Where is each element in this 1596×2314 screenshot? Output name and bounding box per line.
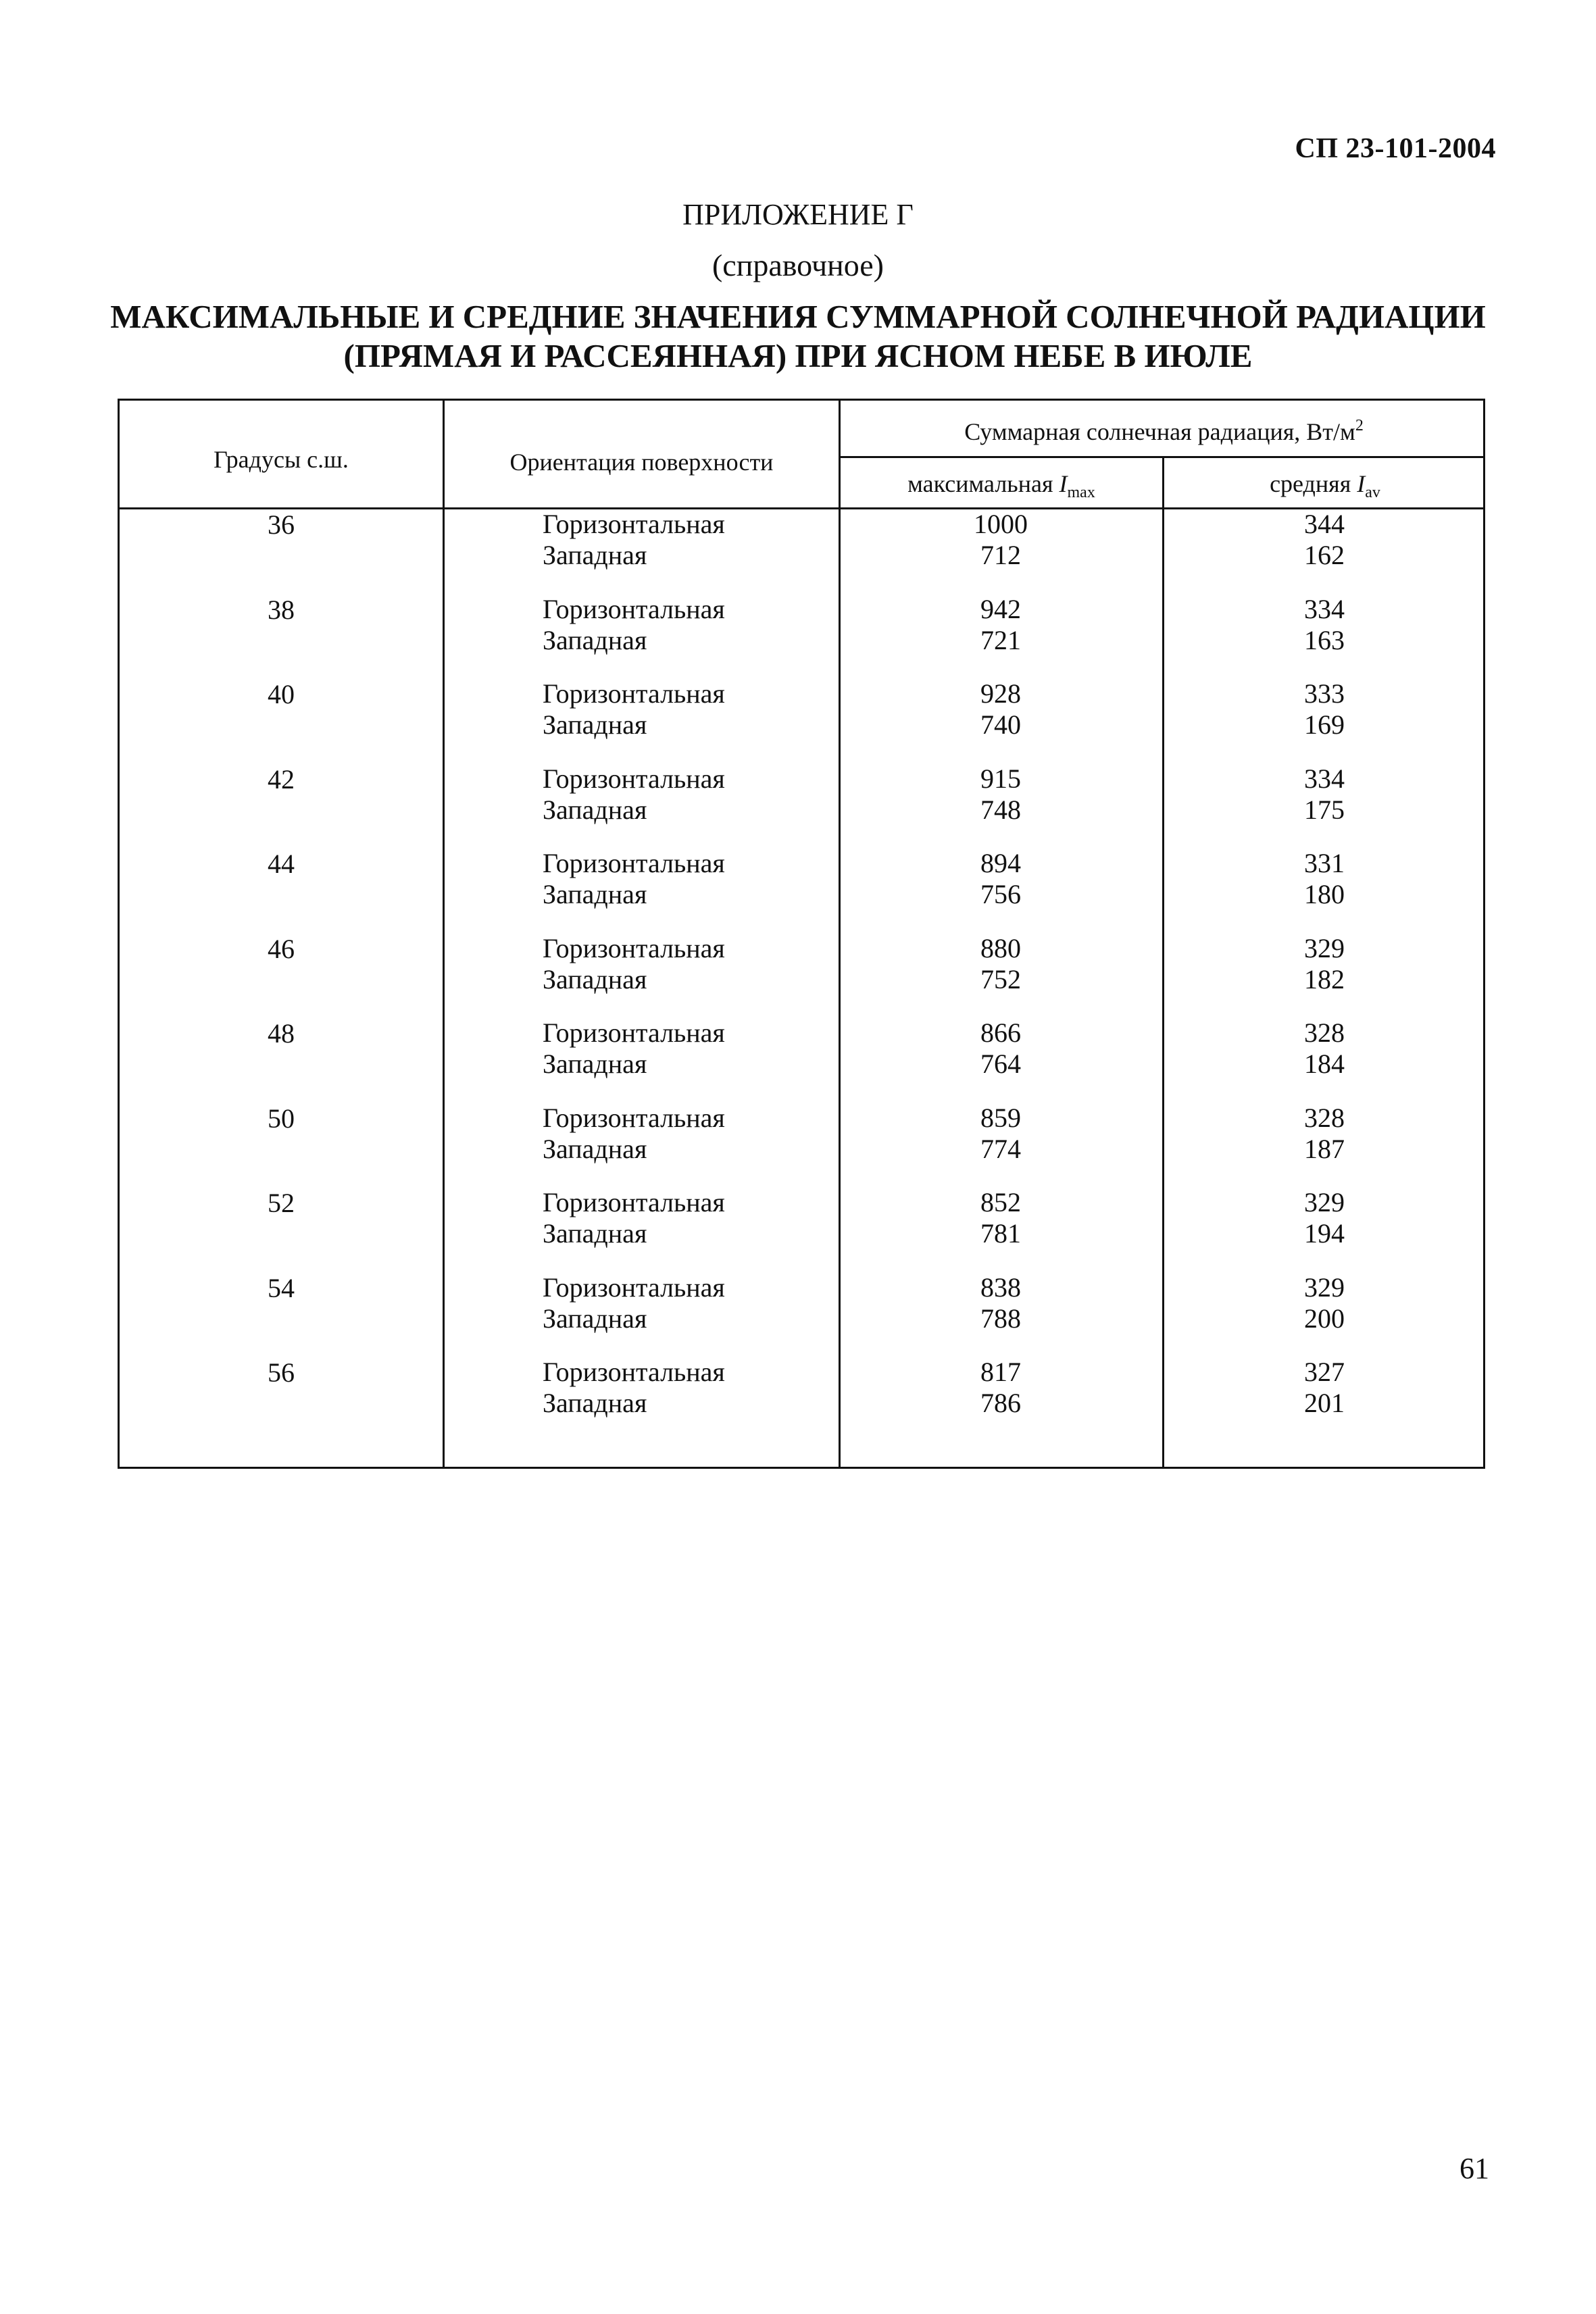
annex-title [0, 297, 1596, 376]
latitude-cell: 40 [268, 679, 295, 709]
annex-title-line-2: (ПРЯМАЯ И РАССЕЯННАЯ) ПРИ ЯСНОМ НЕБЕ В ИЮЛЕ [343, 337, 1253, 374]
latitude-cell: 54 [268, 1272, 295, 1303]
avg-value-western: 201 [1304, 1388, 1345, 1418]
max-value-horizontal: 894 [980, 848, 1021, 878]
table-row [120, 678, 1483, 763]
max-value-western: 756 [980, 879, 1021, 909]
max-value-horizontal: 866 [980, 1017, 1021, 1048]
avg-value-western: 194 [1304, 1218, 1345, 1249]
orientation-western: Западная [543, 624, 647, 655]
avg-value-western: 169 [1304, 709, 1345, 740]
latitude-cell: 36 [268, 509, 295, 540]
avg-value-horizontal: 334 [1304, 593, 1345, 624]
max-value-horizontal: 817 [980, 1357, 1021, 1387]
orientation-western: Западная [543, 1133, 647, 1164]
max-value-western: 781 [980, 1218, 1021, 1249]
avg-value-horizontal: 329 [1304, 1187, 1345, 1217]
max-value-horizontal: 838 [980, 1272, 1021, 1303]
max-value-horizontal: 859 [980, 1102, 1021, 1133]
header-latitude: Градусы с.ш. [214, 446, 349, 473]
orientation-western: Западная [543, 1303, 647, 1334]
avg-value-horizontal: 329 [1304, 932, 1345, 963]
orientation-western: Западная [543, 963, 647, 995]
max-value-horizontal: 880 [980, 932, 1021, 963]
max-value-horizontal: 1000 [974, 509, 1028, 539]
orientation-horizontal: Горизонтальная [543, 593, 725, 624]
avg-value-horizontal: 334 [1304, 763, 1345, 794]
avg-value-western: 162 [1304, 540, 1345, 570]
avg-value-western: 163 [1304, 624, 1345, 655]
max-value-horizontal: 942 [980, 593, 1021, 624]
page-number: 61 [1460, 2152, 1489, 2185]
latitude-cell: 50 [268, 1103, 295, 1134]
latitude-cell: 46 [268, 933, 295, 964]
table-row [120, 848, 1483, 933]
annex-title-line-1: МАКСИМАЛЬНЫЕ И СРЕДНИЕ ЗНАЧЕНИЯ СУММАРНОЙ СОЛНЕЧНОЙ РАДИАЦИИ [110, 298, 1486, 335]
table-row [120, 594, 1483, 679]
avg-value-horizontal: 327 [1304, 1357, 1345, 1387]
latitude-cell: 38 [268, 594, 295, 625]
radiation-table [118, 399, 1485, 1469]
annex-label: ПРИЛОЖЕНИЕ Г [682, 198, 914, 231]
header-avg-text: средняя [1270, 470, 1351, 497]
table-row [120, 1017, 1483, 1103]
latitude-cell: 56 [268, 1357, 295, 1388]
max-value-western: 712 [980, 540, 1021, 570]
orientation-horizontal: Горизонтальная [543, 1357, 725, 1387]
header-radiation-sup: 2 [1355, 417, 1364, 434]
max-value-western: 740 [980, 709, 1021, 740]
avg-value-western: 175 [1304, 794, 1345, 825]
header-max [841, 470, 1162, 502]
avg-value-western: 182 [1304, 963, 1345, 995]
orientation-horizontal: Горизонтальная [543, 509, 725, 539]
avg-value-horizontal: 331 [1304, 848, 1345, 878]
max-value-western: 752 [980, 963, 1021, 995]
latitude-cell: 42 [268, 763, 295, 795]
max-value-western: 764 [980, 1049, 1021, 1079]
avg-value-horizontal: 328 [1304, 1017, 1345, 1048]
max-value-western: 748 [980, 794, 1021, 825]
latitude-cell: 48 [268, 1018, 295, 1049]
annex-type: (справочное) [712, 248, 884, 282]
table-row [120, 763, 1483, 849]
max-value-western: 721 [980, 624, 1021, 655]
table-row [120, 1272, 1483, 1357]
table-row [120, 1187, 1483, 1272]
avg-value-horizontal: 344 [1304, 509, 1345, 539]
orientation-horizontal: Горизонтальная [543, 848, 725, 878]
document-number: СП 23-101-2004 [1295, 133, 1496, 164]
latitude-cell: 52 [268, 1188, 295, 1218]
avg-value-western: 187 [1304, 1133, 1345, 1164]
max-value-western: 786 [980, 1388, 1021, 1418]
orientation-western: Западная [543, 709, 647, 740]
orientation-western: Западная [543, 794, 647, 825]
orientation-horizontal: Горизонтальная [543, 678, 725, 709]
header-avg [1164, 470, 1486, 502]
header-radiation [841, 417, 1487, 446]
header-avg-sub: av [1365, 484, 1380, 501]
header-max-symbol: I [1059, 470, 1068, 497]
orientation-horizontal: Горизонтальная [543, 1102, 725, 1133]
max-value-horizontal: 915 [980, 763, 1021, 794]
orientation-horizontal: Горизонтальная [543, 763, 725, 794]
header-max-text: максимальная [907, 470, 1053, 497]
avg-value-western: 184 [1304, 1049, 1345, 1079]
table-row [120, 1103, 1483, 1188]
max-value-western: 788 [980, 1303, 1021, 1334]
header-orientation: Ориентация поверхности [509, 449, 774, 476]
orientation-western: Западная [543, 1218, 647, 1249]
orientation-western: Западная [543, 1049, 647, 1079]
max-value-horizontal: 928 [980, 678, 1021, 709]
orientation-western: Западная [543, 879, 647, 909]
avg-value-horizontal: 333 [1304, 678, 1345, 709]
orientation-western: Западная [543, 540, 647, 570]
avg-value-western: 200 [1304, 1303, 1345, 1334]
table-divider [839, 456, 1483, 458]
max-value-western: 774 [980, 1133, 1021, 1164]
header-radiation-text: Суммарная солнечная радиация, Вт/м [964, 418, 1355, 445]
orientation-horizontal: Горизонтальная [543, 932, 725, 963]
table-row [120, 509, 1483, 594]
avg-value-horizontal: 329 [1304, 1272, 1345, 1303]
latitude-cell: 44 [268, 849, 295, 879]
table-row [120, 933, 1483, 1018]
avg-value-western: 180 [1304, 879, 1345, 909]
orientation-horizontal: Горизонтальная [543, 1187, 725, 1217]
orientation-horizontal: Горизонтальная [543, 1272, 725, 1303]
header-max-sub: max [1067, 484, 1095, 501]
table-row [120, 1357, 1483, 1442]
orientation-western: Западная [543, 1388, 647, 1418]
header-avg-symbol: I [1357, 470, 1366, 497]
max-value-horizontal: 852 [980, 1187, 1021, 1217]
avg-value-horizontal: 328 [1304, 1102, 1345, 1133]
orientation-horizontal: Горизонтальная [543, 1017, 725, 1048]
